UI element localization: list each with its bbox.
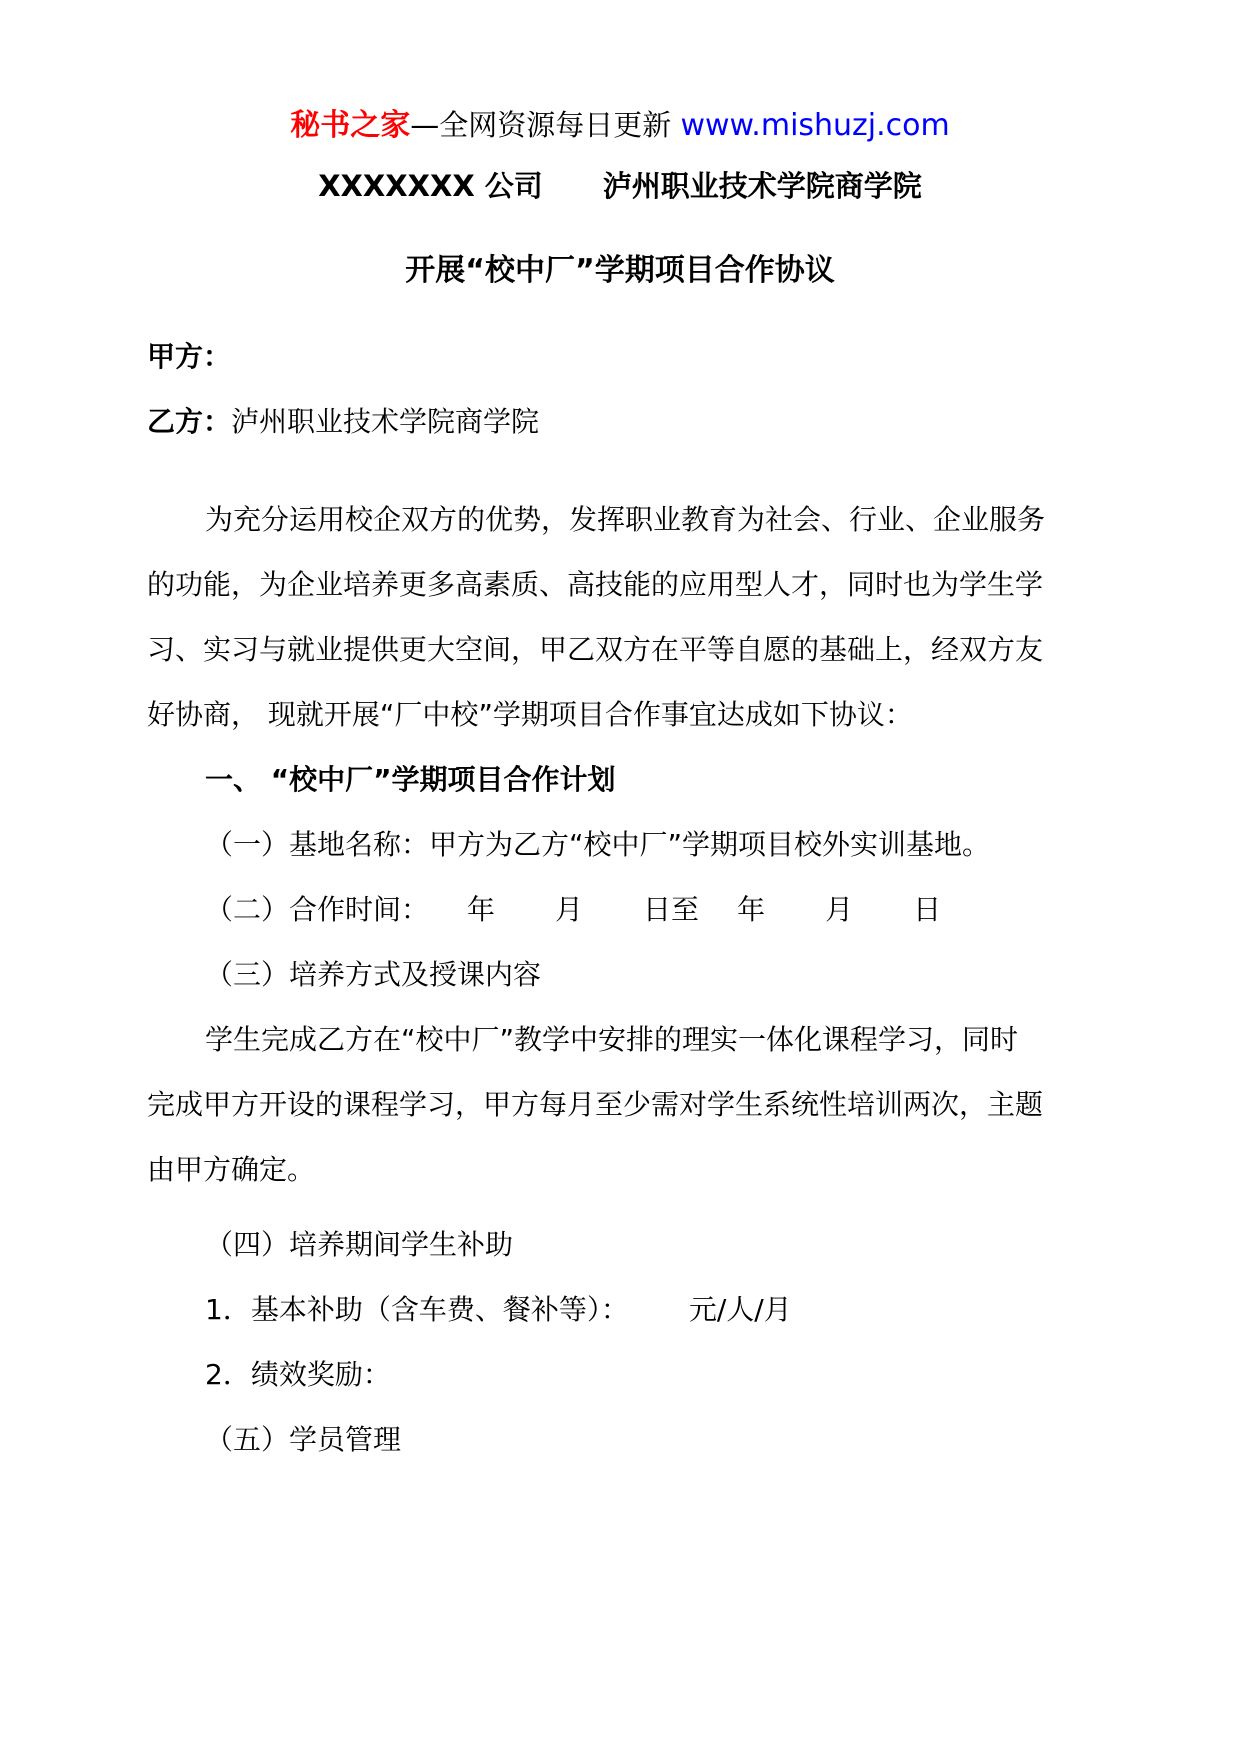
header-company: XXXXXXX 公司	[318, 169, 543, 203]
basic-subsidy-unit: 元/人/月	[688, 1293, 792, 1326]
site-banner	[0, 105, 1240, 146]
day-to: 日至	[643, 893, 700, 926]
month-blank-2: 月	[825, 893, 854, 926]
banner-brand: 秘书之家	[290, 108, 411, 143]
section-heading: 一、 “校中厂”学期项目合作计划	[205, 763, 616, 796]
preamble-line: 习、实习与就业提供更大空间，甲乙双方在平等自愿的基础上，经双方友	[147, 633, 1044, 666]
banner-url-link[interactable]: www.mishuzj.com	[680, 108, 950, 143]
party-a-label: 甲方：	[147, 340, 232, 373]
preamble-line: 为充分运用校企双方的优势，发挥职业教育为社会、行业、企业服务	[205, 503, 1046, 536]
header-parties	[0, 166, 1240, 206]
header-school: 泸州职业技术学院商学院	[602, 169, 922, 203]
preamble-line: 好协商， 现就开展“厂中校”学期项目合作事宜达成如下协议：	[147, 698, 913, 731]
item-cooperation-time	[205, 890, 941, 930]
month-blank-1: 月	[555, 893, 584, 926]
cooperation-time-label: （二）合作时间：	[205, 893, 430, 926]
party-b-name: 泸州职业技术学院商学院	[231, 405, 540, 438]
party-b	[147, 402, 539, 442]
item-trainee-management: （五）学员管理	[205, 1423, 402, 1456]
basic-subsidy-label: 1．基本补助（含车费、餐补等）：	[205, 1293, 629, 1326]
performance-bonus: 2．绩效奖励：	[205, 1358, 391, 1391]
party-b-label: 乙方：	[147, 405, 232, 438]
item-base-name: （一）基地名称：甲方为乙方“校中厂”学期项目校外实训基地。	[205, 828, 991, 861]
training-body-line: 由甲方确定。	[147, 1153, 316, 1186]
preamble-line: 的功能，为企业培养更多高素质、高技能的应用型人才，同时也为学生学	[147, 568, 1044, 601]
item-student-subsidy: （四）培养期间学生补助	[205, 1228, 514, 1261]
item-training-method: （三）培养方式及授课内容	[205, 958, 542, 991]
year-blank-1: 年	[467, 893, 496, 926]
banner-slogan: —全网资源每日更新	[410, 108, 681, 142]
party-a	[147, 337, 231, 377]
training-body-line: 完成甲方开设的课程学习，甲方每月至少需对学生系统性培训两次，主题	[147, 1088, 1044, 1121]
day-blank-2: 日	[913, 893, 942, 926]
document-title: 开展“校中厂”学期项目合作协议	[405, 253, 835, 288]
training-body-line: 学生完成乙方在“校中厂”教学中安排的理实一体化课程学习，同时	[205, 1023, 1019, 1056]
year-blank-2: 年	[737, 893, 766, 926]
basic-subsidy	[205, 1290, 792, 1330]
